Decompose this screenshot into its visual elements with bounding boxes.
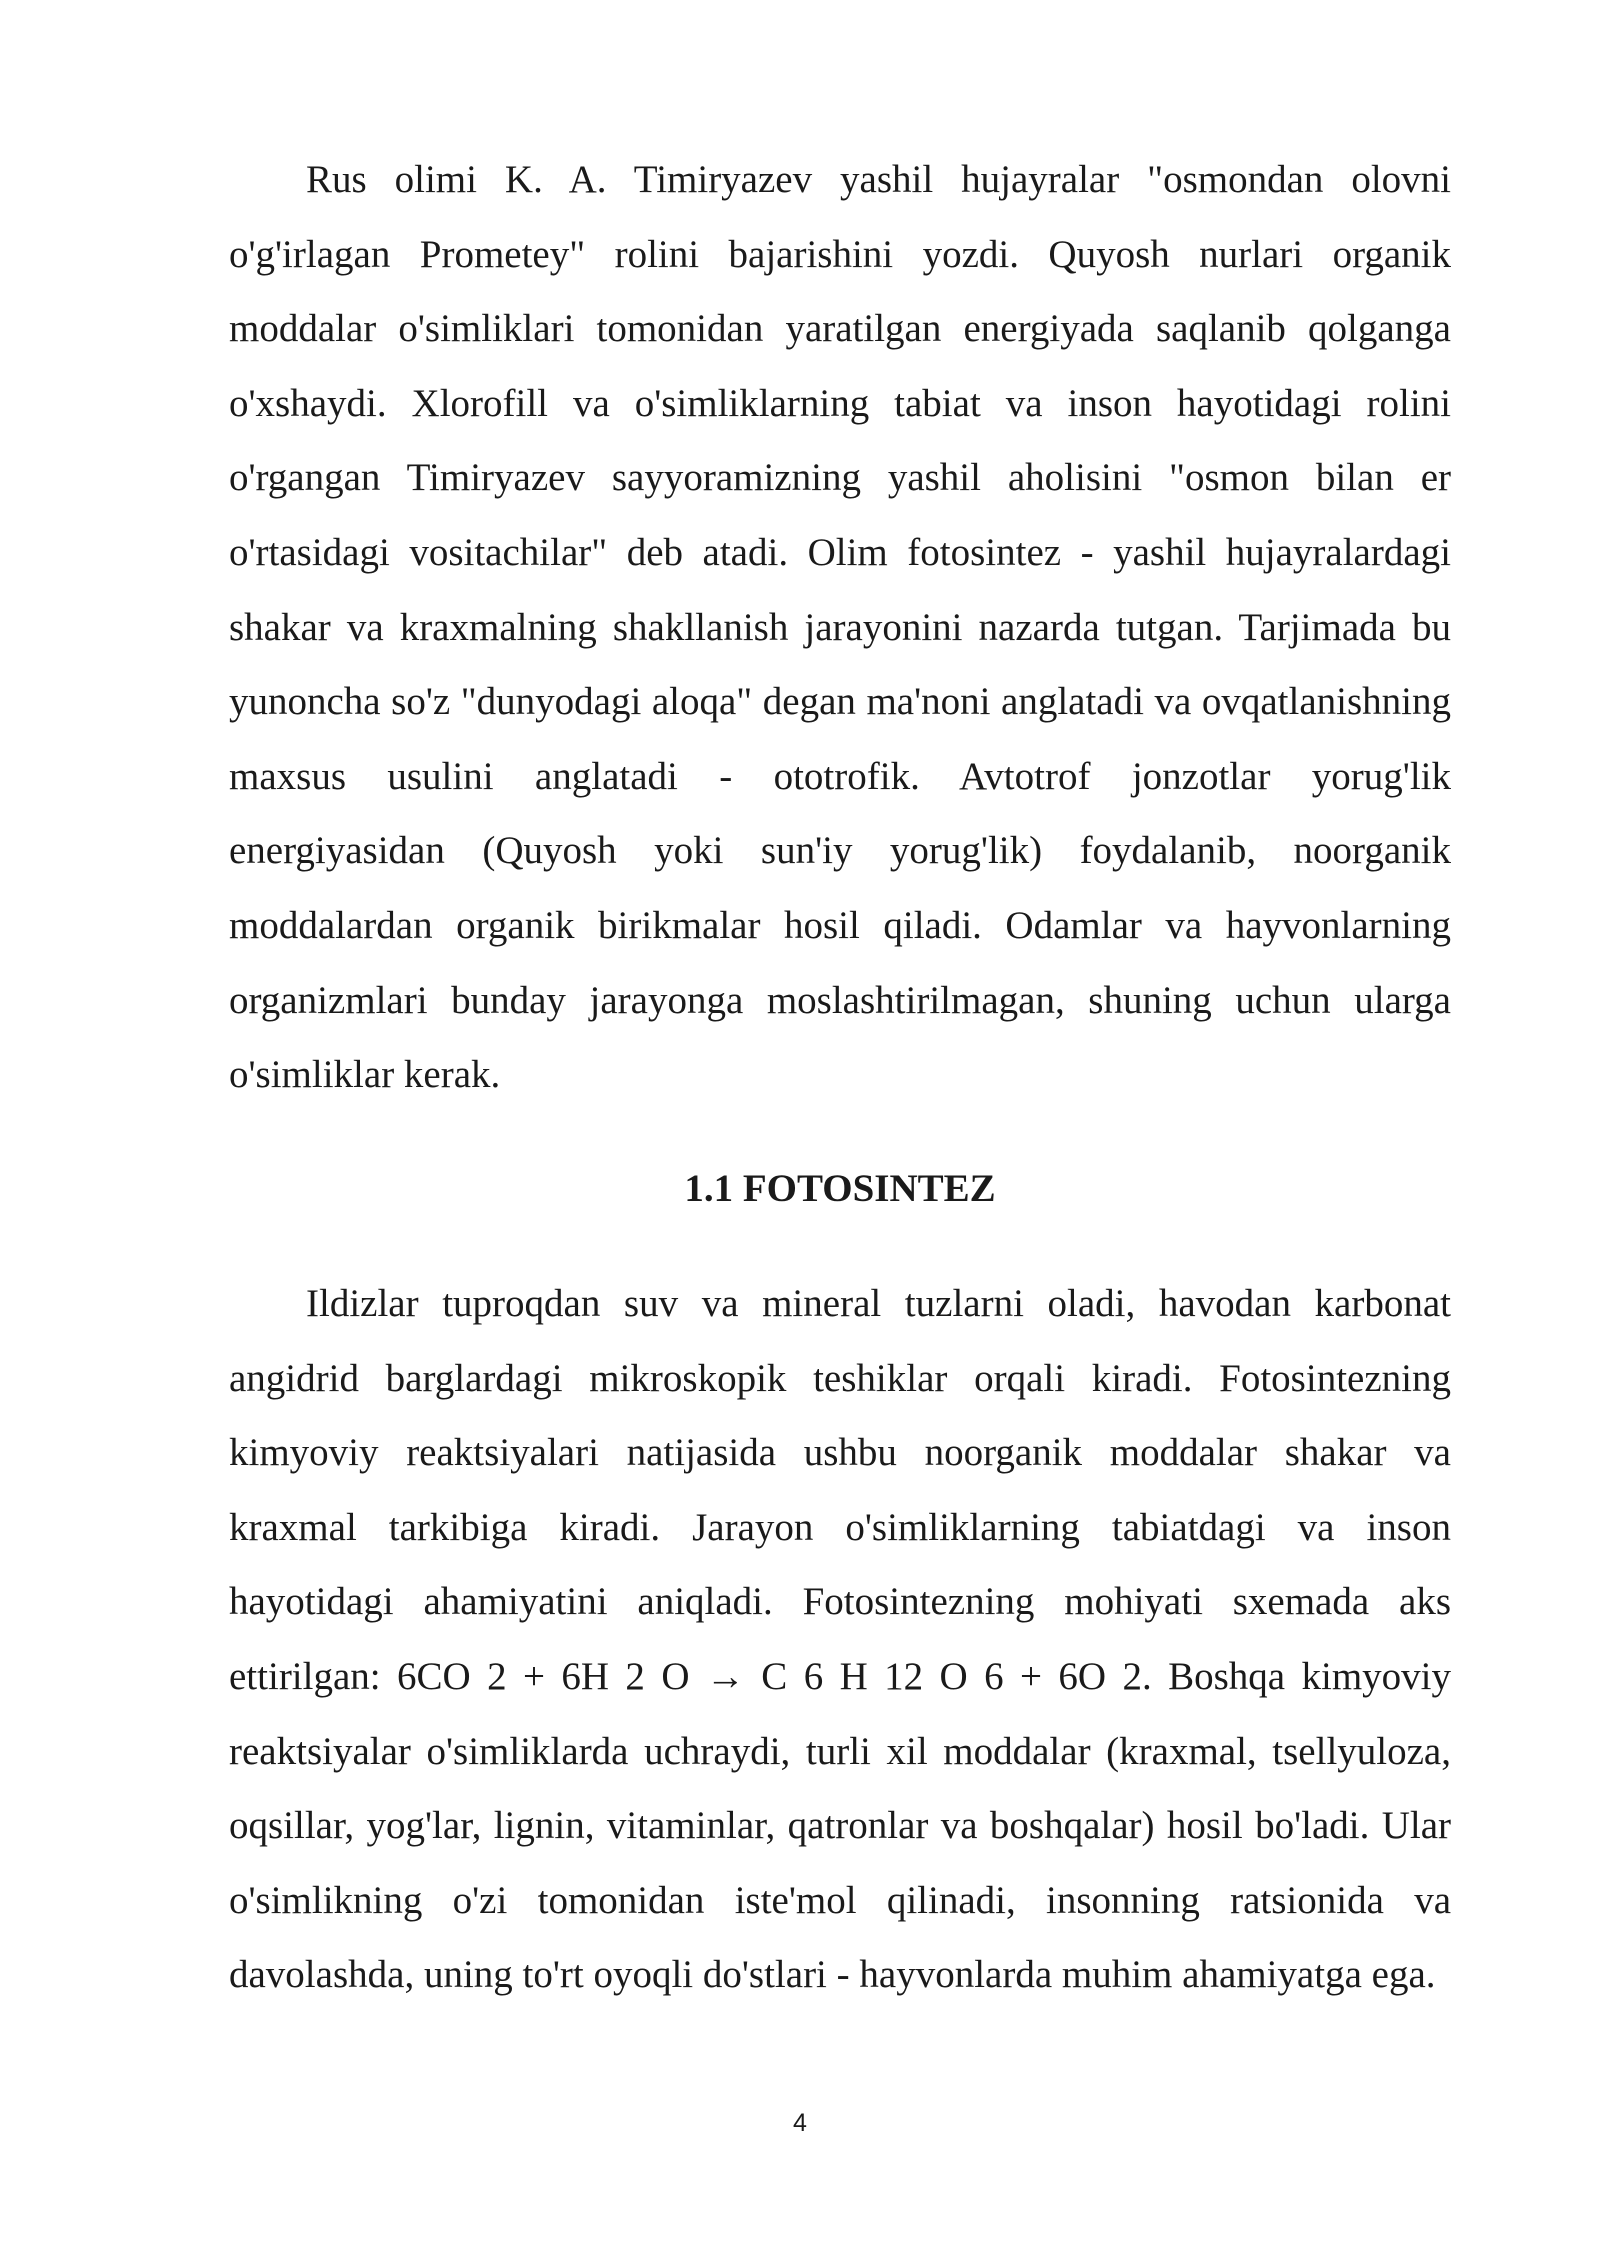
page-number: 4 bbox=[793, 2109, 807, 2137]
photosynthesis-paragraph: Ildizlar tuproqdan suv va mineral tuzlarni oladi, havodan karbonat angidrid barglardagi mikroskopik teshiklar orqali kiradi. Fotosintezning kimyoviy reaktsiyalari natijasida ushbu noorganik moddalar shakar va kraxmal tarkibiga kiradi. Jarayon o'simliklarning tabiatdagi va inson hayotidagi ahamiyatini aniqladi. Fotosintezning mohiyati sxemada aks ettirilgan: 6CO 2 + 6H 2 O → C 6 H 12 O 6 + 6O 2. Boshqa kimyoviy reaktsiyalar o'simliklarda uchraydi, turli xil moddalar (kraxmal, tsellyuloza, oqsillar, yog'lar, lignin, vitaminlar, qatronlar va boshqalar) hosil bo'ladi. Ular o'simlikning o'zi tomonidan iste'mol qilinadi, insonning ratsionida va davolashda, uning to'rt oyoqli do'stlari - hayvonlarda muhim ahamiyatga ega. bbox=[229, 1282, 1451, 1997]
section-heading: 1.1 FOTOSINTEZ bbox=[684, 1167, 996, 1210]
intro-paragraph: Rus olimi K. A. Timiryazev yashil hujayralar "osmondan olovni o'g'irlagan Prometey" rolini bajarishini yozdi. Quyosh nurlari organik moddalar o'simliklari tomonidan yaratilgan energiyada saqlanib qolganga o'xshaydi. Xlorofill va o'simliklarning tabiat va inson hayotidagi rolini o'rgangan Timiryazev sayyoramizning yashil aholisini "osmon bilan er o'rtasidagi vositachilar" deb atadi. Olim fotosintez - yashil hujayralardagi shakar va kraxmalning shakllanish jarayonini nazarda tutgan. Tarjimada bu yunoncha so'z "dunyodagi aloqa" degan ma'noni anglatadi va ovqatlanishning maxsus usulini anglatadi - ototrofik. Avtotrof jonzotlar yorug'lik energiyasidan (Quyosh yoki sun'iy yorug'lik) foydalanib, noorganik moddalardan organik birikmalar hosil qiladi. Odamlar va hayvonlarning organizmlari bunday jarayonga moslashtirilmagan, shuning uchun ularga o'simliklar kerak. bbox=[229, 158, 1451, 1097]
